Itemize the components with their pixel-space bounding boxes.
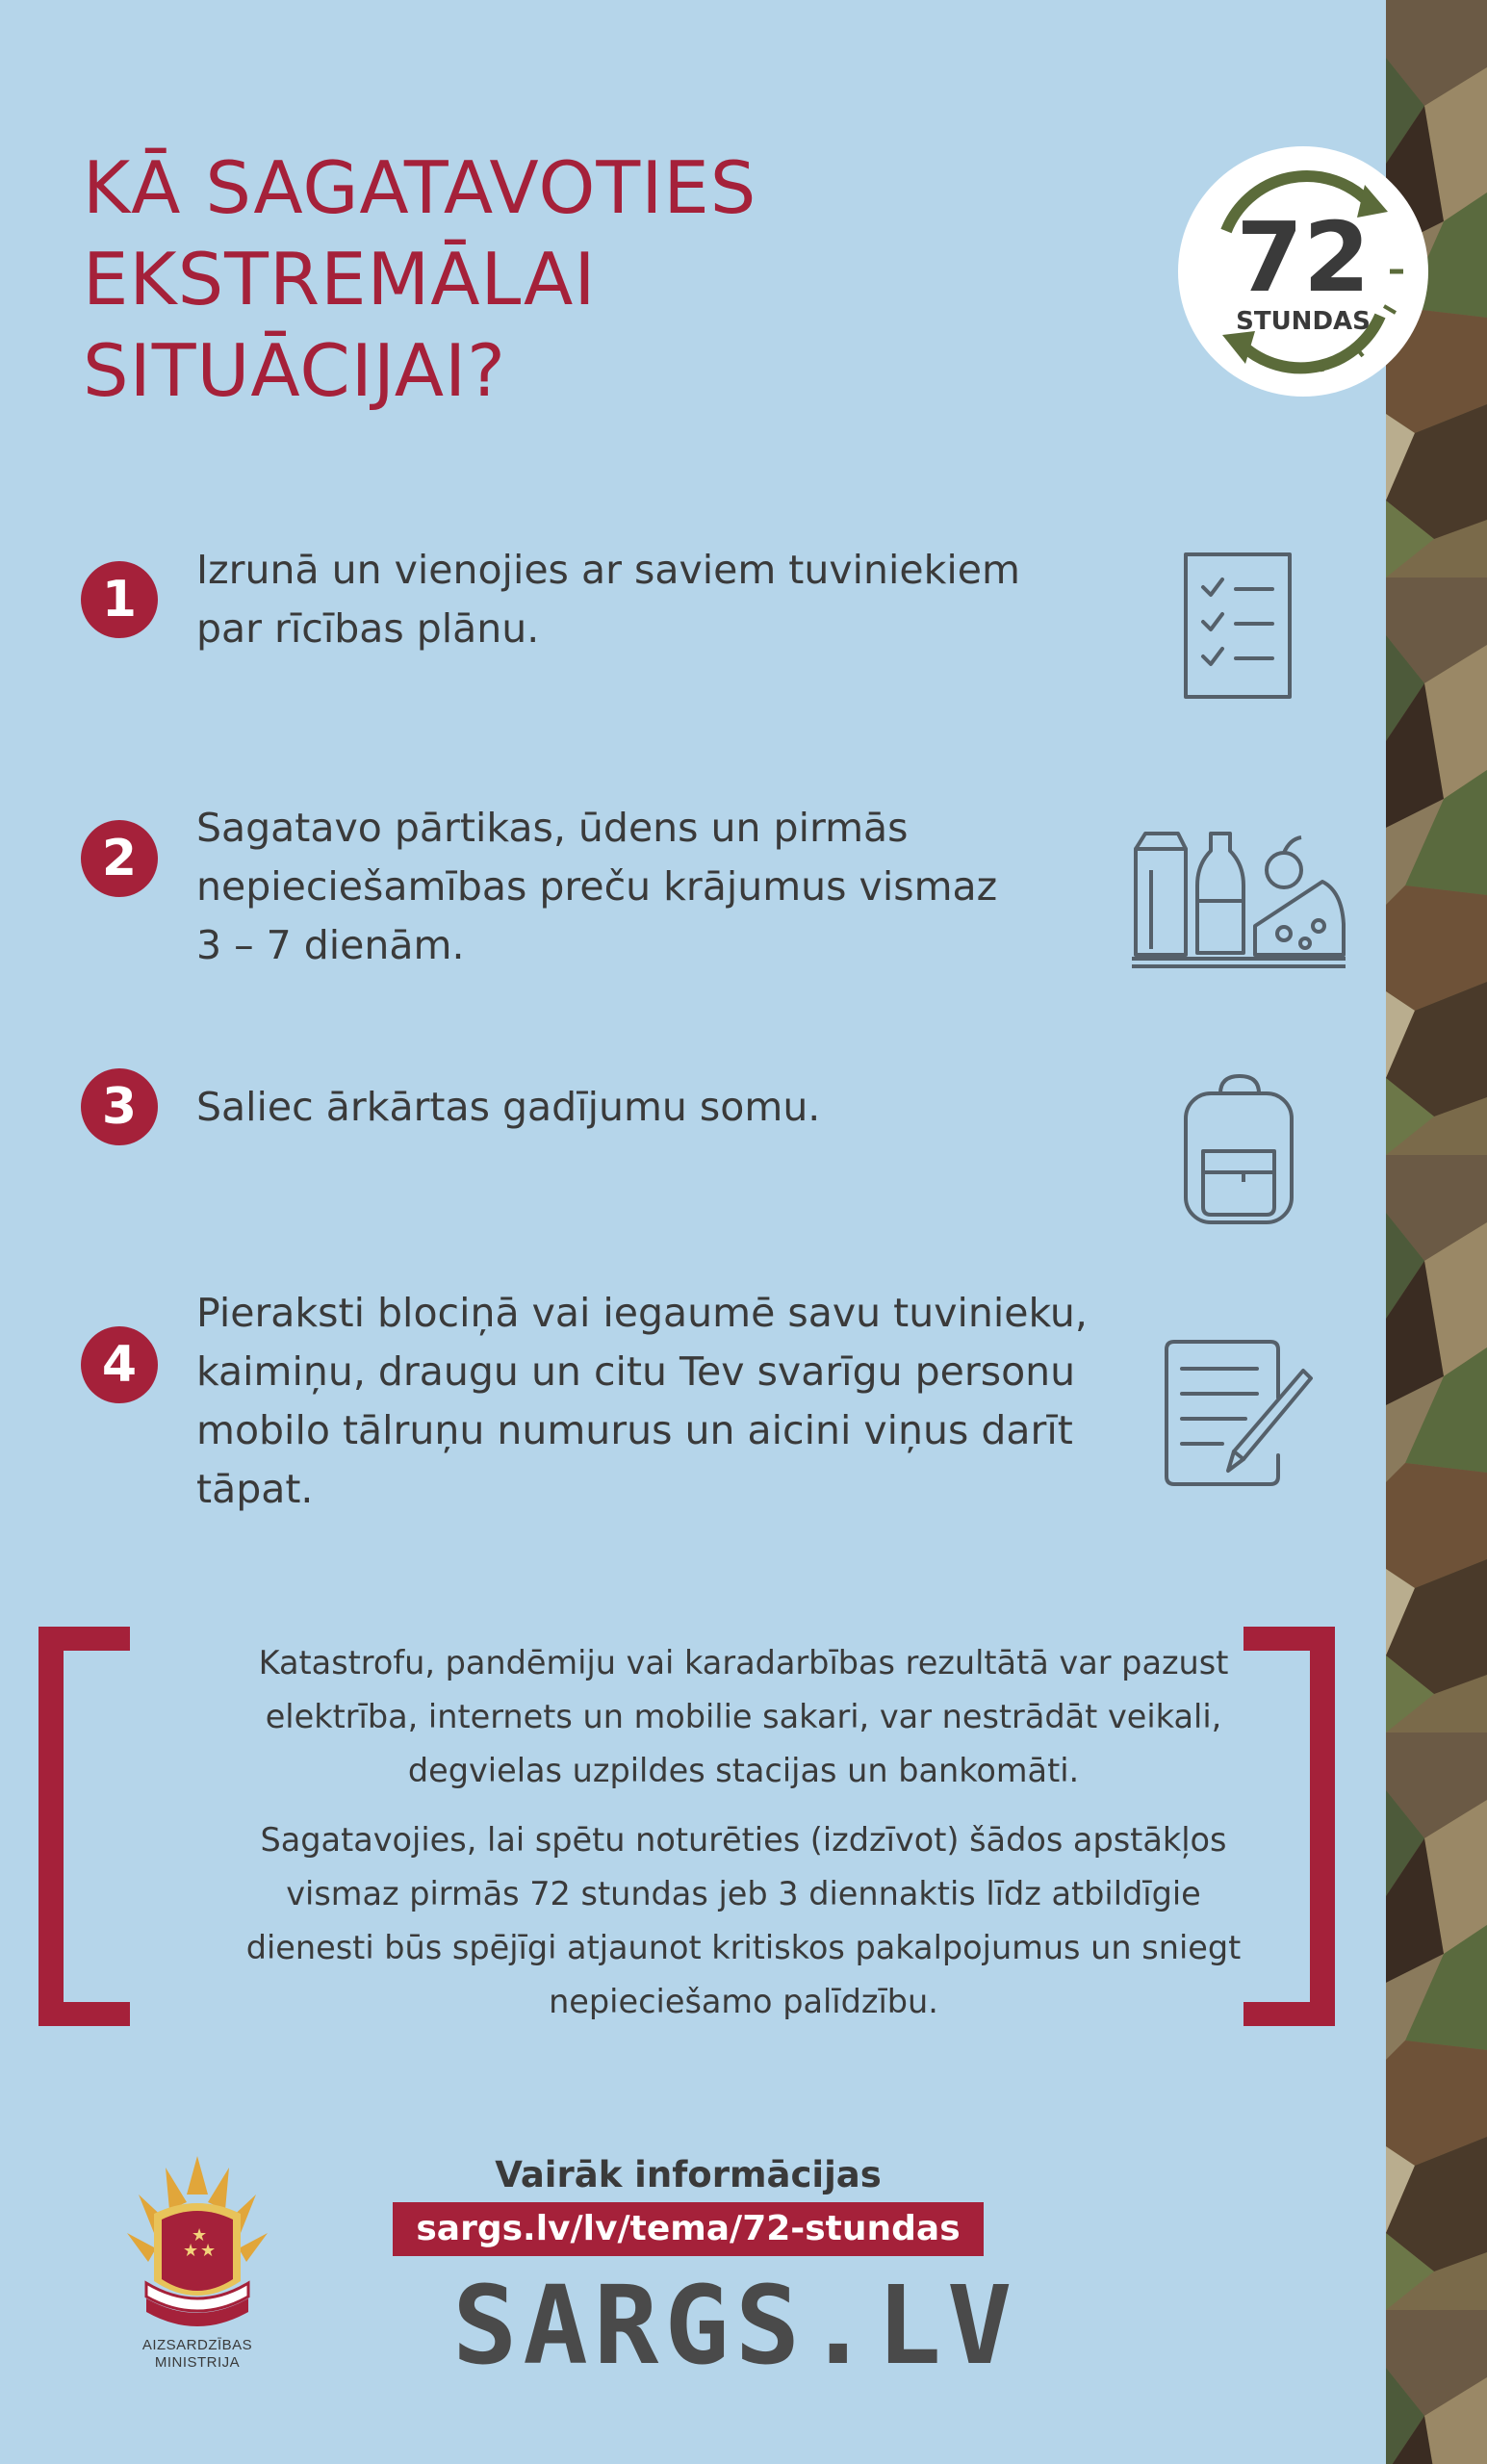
badge-number: 72 (1236, 201, 1371, 314)
step-4-line: tāpat. (196, 1466, 314, 1512)
page-title (83, 142, 756, 417)
emblem-label-line-2: MINISTRIJA (154, 2354, 241, 2371)
info-line: dienesti būs spējīgi atjaunot kritiskos pakalpojumus un sniegt (245, 1929, 1242, 1966)
info-paragraph-1 (115, 1636, 1372, 1798)
step-4-number: 4 (81, 1326, 158, 1403)
step-3-line: Saliec ārkārtas gadījumu somu. (196, 1084, 821, 1130)
step-2-number: 2 (81, 820, 158, 897)
step-1-line: par rīcības plānu. (196, 605, 540, 652)
step-2-line: nepieciešamības preču krājumus vismaz (196, 863, 998, 910)
step-1-text (196, 541, 1140, 658)
step-2-line: 3 – 7 dienām. (196, 922, 465, 968)
info-line: degvielas uzpildes stacijas un bankomāti. (407, 1752, 1080, 1789)
sargs-logo: SARGS.LV (452, 2264, 1018, 2389)
checklist-icon (1180, 549, 1295, 706)
notepad-pencil-icon (1161, 1338, 1315, 1496)
more-info-link[interactable]: sargs.lv/lv/tema/72-stundas (393, 2202, 984, 2256)
info-block (115, 1636, 1372, 2029)
step-4-line: Pieraksti blociņā vai iegaumē savu tuvinieku, (196, 1290, 1088, 1336)
badge-72-hours (1176, 144, 1431, 399)
step-3-text (196, 1078, 1140, 1137)
step-1-number: 1 (81, 561, 158, 638)
info-line: Sagatavojies, lai spētu noturēties (izdzīvot) šādos apstākļos (260, 1821, 1227, 1859)
badge-label: STUNDAS (1236, 307, 1371, 336)
title-line-1: KĀ SAGATAVOTIES (83, 145, 757, 230)
step-4-line: kaimiņu, draugu un citu Tev svarīgu personu (196, 1348, 1076, 1395)
step-1-line: Izrunā un vienojies ar saviem tuviniekiem (196, 547, 1020, 593)
step-2-text (196, 799, 1140, 975)
food-supplies-icon (1130, 832, 1347, 976)
backpack-icon (1180, 1072, 1297, 1232)
info-line: vismaz pirmās 72 stundas jeb 3 diennaktis līdz atbildīgie (286, 1875, 1201, 1912)
step-3-number: 3 (81, 1068, 158, 1145)
info-line: nepieciešamo palīdzību. (549, 1983, 938, 2020)
emblem-label-line-1: AIZSARDZĪBAS (141, 2337, 253, 2353)
info-paragraph-2 (115, 1813, 1372, 2029)
info-line: elektrība, internets un mobilie sakari, var nestrādāt veikali, (265, 1698, 1222, 1735)
step-4-line: mobilo tālruņu numurus un aicini viņus darīt (196, 1407, 1073, 1453)
svg-text:★: ★ (200, 2241, 217, 2261)
svg-text:★: ★ (183, 2241, 199, 2261)
step-4-text (196, 1284, 1140, 1519)
title-line-2: EKSTREMĀLAI (83, 237, 597, 321)
step-2-line: Sagatavo pārtikas, ūdens un pirmās (196, 805, 909, 851)
info-line: Katastrofu, pandēmiju vai karadarbības rezultātā var pazust (258, 1644, 1229, 1681)
svg-text:★: ★ (192, 2225, 208, 2246)
more-info-heading: Vairāk informācijas (495, 2154, 882, 2195)
title-line-3: SITUĀCIJAI? (83, 328, 506, 413)
